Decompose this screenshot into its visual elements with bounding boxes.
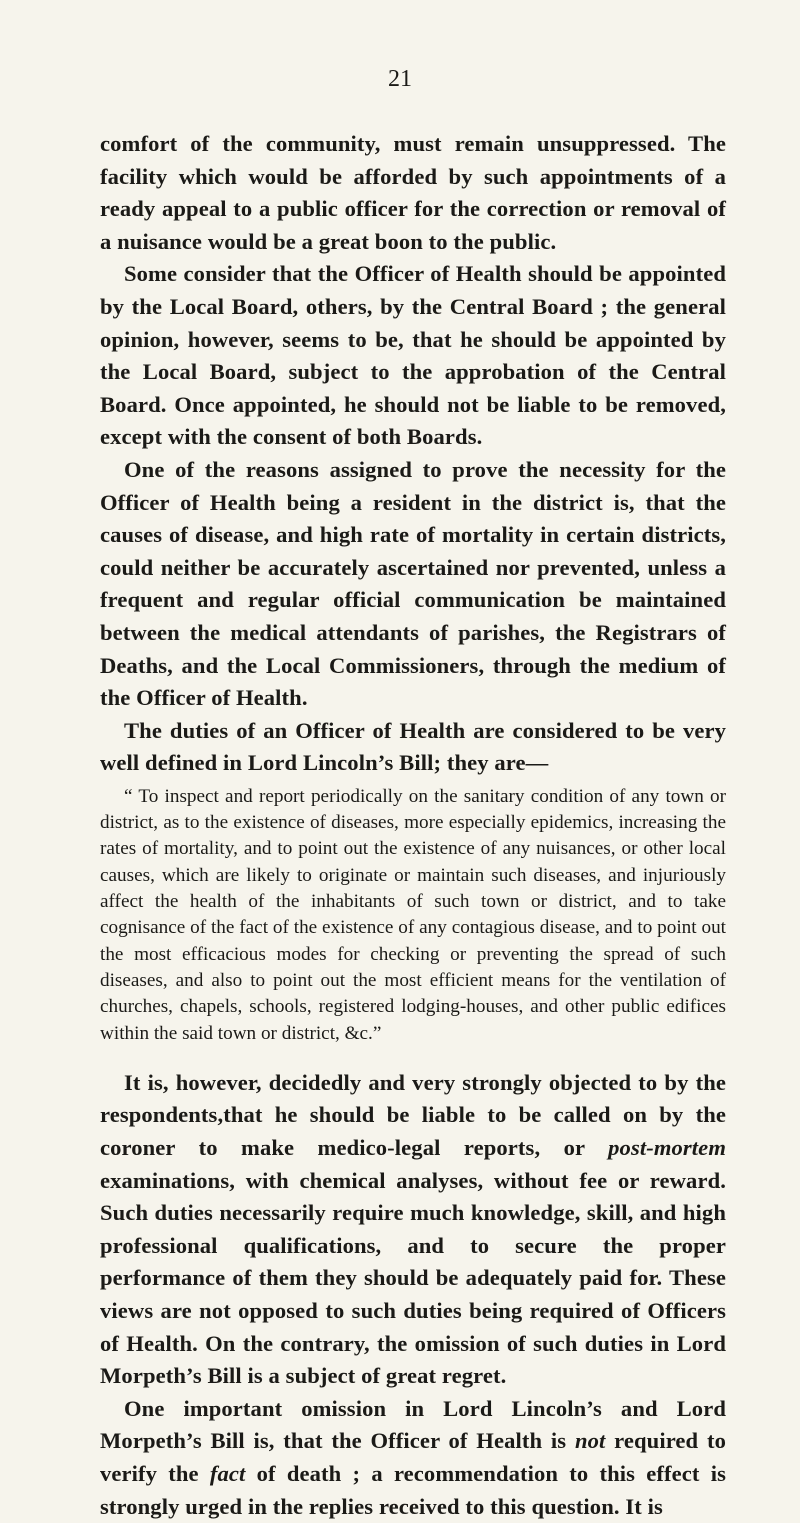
paragraph-5-italic-term: post-mortem xyxy=(608,1135,726,1161)
paragraph-6-italic-fact: fact xyxy=(209,1460,246,1486)
paragraph-4: The duties of an Officer of Health are considered to be very well defined in Lord Lincoln’s Bill; they are— xyxy=(100,717,726,776)
paragraph-5-text-b: examinations, with chemical analyses, without fee or reward. Such duties necessarily require much knowledge, skill, and high professional qualifications, and to secure the proper performance of them they should be adequately paid for. These views are not opposed to such duties being required of Officers of Health. On the contrary, the omission of such duties in Lord Morpeth’s Bill is a subject of great regret. xyxy=(100,1167,726,1389)
paragraph-5-text-a: It is, however, decidedly and very strongly objected to by the respondents,that he should be liable to be called on by the coroner to make medico-legal reports, or xyxy=(100,1069,726,1161)
page-number: 21 xyxy=(388,66,412,92)
body-text xyxy=(100,128,726,1523)
quoted-bill-duties: “ To inspect and report periodically on the sanitary condition of any town or district, as to the existence of diseases, more especially epidemics, increasing the rates of mortality, and to point out the existence of any nuisances, or other local causes, which are likely to originate or maintain such diseases, and injuriously affect the health of the inhabitants of such town or district, and to take cognisance of the fact of the existence of any contagious disease, and to point out the most efficacious modes for checking or preventing the spread of such diseases, and also to point out the most efficient means for the ventilation of churches, chapels, schools, registered lodging-houses, and other public edifices within the said town or district, &c.” xyxy=(100,785,726,1044)
paragraph-6 xyxy=(100,1393,726,1523)
paragraph-2: Some consider that the Officer of Health should be appointed by the Local Board, others, by the Central Board ; the general opinion, however, seems to be, that he should be appointed by the Local Board, subject to the approbation of the Central Board. Once appointed, he should not be liable to be removed, except with the consent of both Boards. xyxy=(100,261,726,450)
paragraph-6-italic-not: not xyxy=(574,1428,606,1454)
paragraph-5 xyxy=(100,1067,726,1393)
paragraph-6-text-b: required to verify the xyxy=(100,1428,726,1486)
paragraph-3: One of the reasons assigned to prove the necessity for the Officer of Health being a resident in the district is, that the causes of disease, and high rate of mortality in certain districts, could neither be accurately ascertained nor prevented, unless a frequent and regular official communication be maintained between the medical attendants of parishes, the Registrars of Deaths, and the Local Commissioners, through the medium of the Officer of Health. xyxy=(100,456,726,711)
paragraph-6-text-c: of death ; a recommendation to this effect is strongly urged in the replies received to this question. It is xyxy=(100,1460,726,1519)
paragraph-1: comfort of the community, must remain unsuppressed. The facility which would be afforded by such appointments of a ready appeal to a public officer for the correction or removal of a nuisance would be a great boon to the public. xyxy=(100,131,726,254)
paragraph-6-text-a: One important omission in Lord Lincoln’s and Lord Morpeth’s Bill is, that the Officer of Health is xyxy=(100,1395,726,1454)
